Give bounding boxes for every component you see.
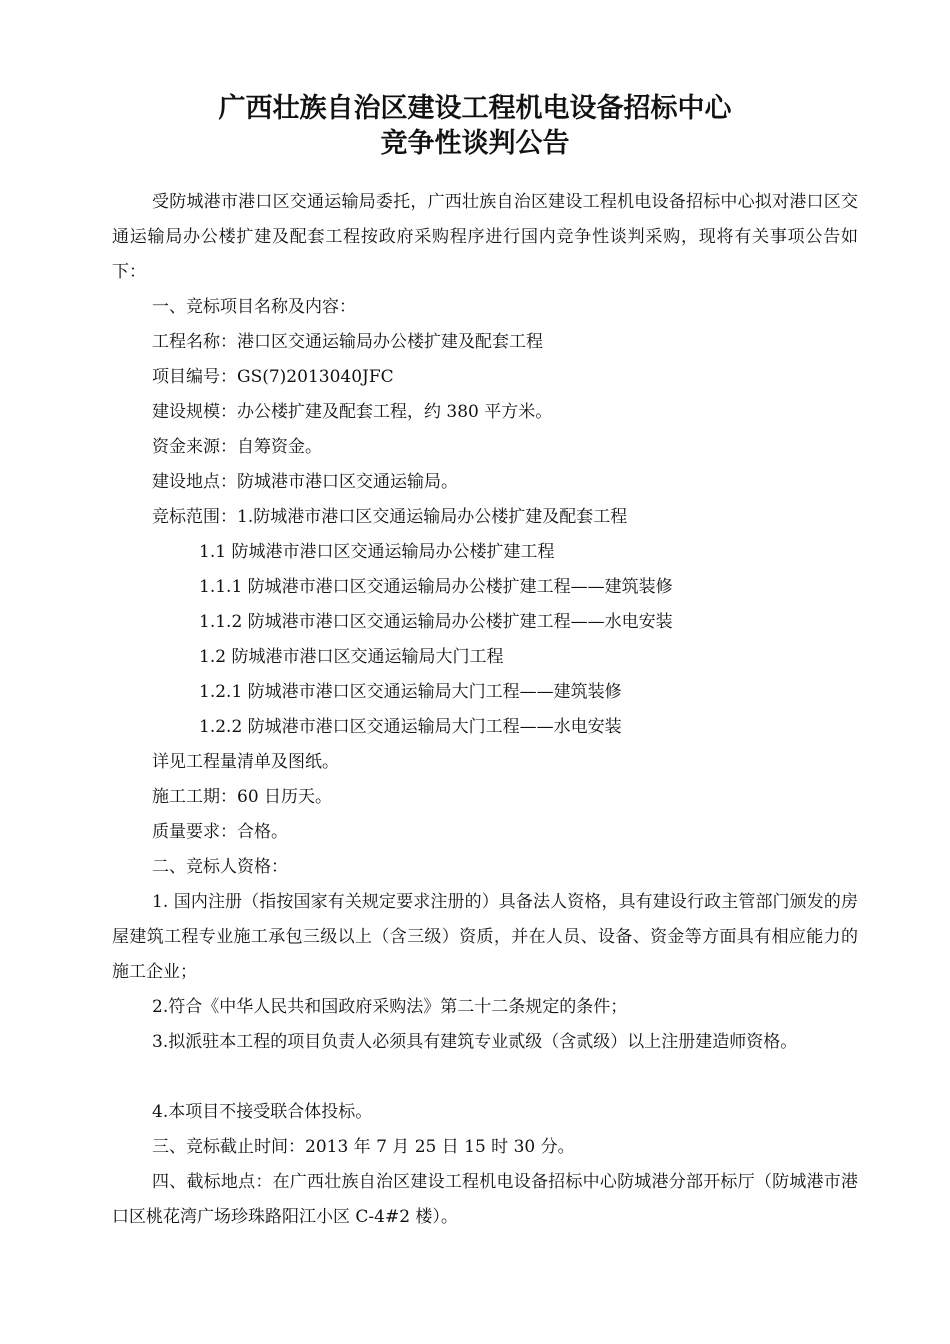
project-scale: 建设规模：办公楼扩建及配套工程，约 380 平方米。 [152,402,553,422]
intro-paragraph: 受防城港市港口区交通运输局委托，广西壮族自治区建设工程机电设备招标中心拟对港口区交通运输局办公楼扩建及配套工程按政府采购程序进行国内竞争性谈判采购，现将有关事项公告如下： [112,192,858,282]
scope-item: 1.1.1 防城港市港口区交通运输局办公楼扩建工程——建筑装修 [199,577,673,597]
construction-duration: 施工工期：60 日历天。 [152,787,333,807]
section1-heading: 一、竞标项目名称及内容： [152,297,356,317]
project-location: 建设地点：防城港市港口区交通运输局。 [152,472,458,492]
scope-item: 1.2 防城港市港口区交通运输局大门工程 [199,647,504,667]
funding-source: 资金来源：自筹资金。 [152,437,322,457]
scope-item: 1.2.2 防城港市港口区交通运输局大门工程——水电安装 [199,717,622,737]
qualification-item-4: 4.本项目不接受联合体投标。 [152,1102,373,1122]
detail-note: 详见工程量清单及图纸。 [152,752,339,772]
section4-location: 四、截标地点：在广西壮族自治区建设工程机电设备招标中心防城港分部开标厅（防城港市港口区桃花湾广场珍珠路阳江小区 C-4#2 楼）。 [112,1172,858,1227]
document-subtitle: 竞争性谈判公告 [380,128,570,159]
section3-deadline: 三、竞标截止时间：2013 年 7 月 25 日 15 时 30 分。 [152,1137,575,1157]
scope-intro: 竞标范围：1.防城港市港口区交通运输局办公楼扩建及配套工程 [152,507,628,527]
project-number: 项目编号：GS(7)2013040JFC [152,367,394,387]
project-name: 工程名称：港口区交通运输局办公楼扩建及配套工程 [152,332,543,352]
scope-item: 1.1.2 防城港市港口区交通运输局办公楼扩建工程——水电安装 [199,612,673,632]
qualification-item-2: 2.符合《中华人民共和国政府采购法》第二十二条规定的条件； [152,997,628,1017]
document-title: 广西壮族自治区建设工程机电设备招标中心 [218,93,732,124]
scope-item: 1.2.1 防城港市港口区交通运输局大门工程——建筑装修 [199,682,622,702]
qualification-item-1: 1. 国内注册（指按国家有关规定要求注册的）具备法人资格，具有建设行政主管部门颁发的房屋建筑工程专业施工承包三级以上（含三级）资质，并在人员、设备、资金等方面具有相应能力的施工企业； [112,892,858,982]
scope-item: 1.1 防城港市港口区交通运输局办公楼扩建工程 [199,542,555,562]
section2-heading: 二、竞标人资格： [152,857,288,877]
quality-requirement: 质量要求：合格。 [152,822,288,842]
qualification-item-3: 3.拟派驻本工程的项目负责人必须具有建筑专业贰级（含贰级）以上注册建造师资格。 [152,1032,798,1052]
